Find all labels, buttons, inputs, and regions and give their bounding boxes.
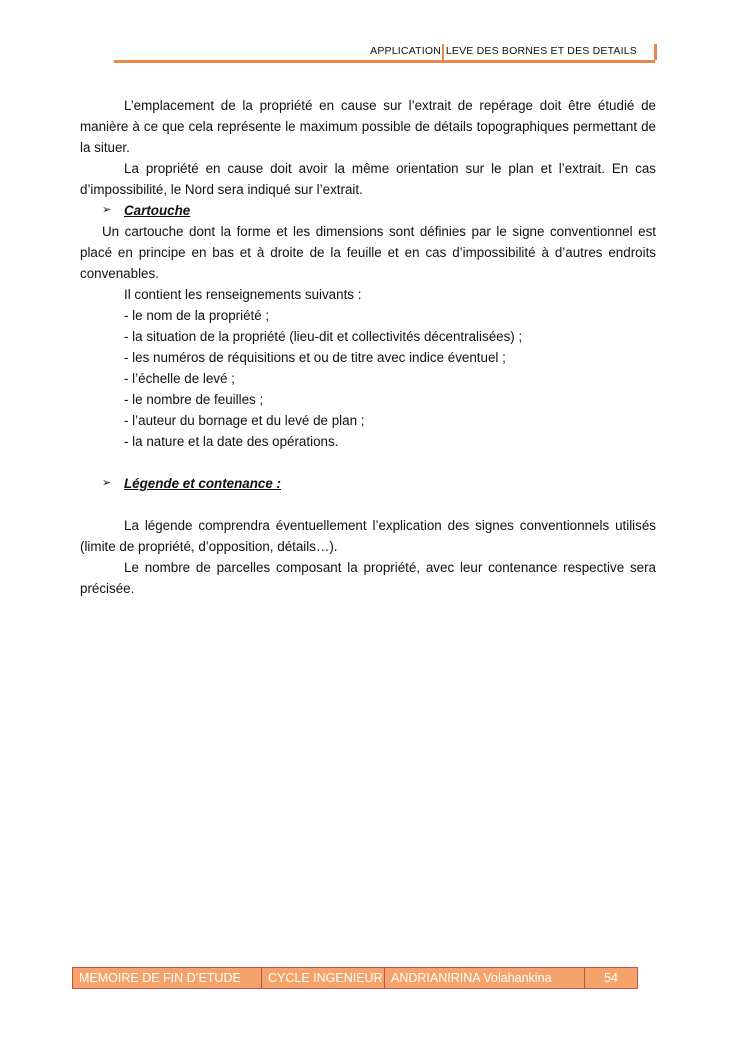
- paragraph-emplacement: L’emplacement de la propriété en cause sur l’extrait de repérage doit être étudié de manière à ce que cela représente le maximum possible de détails topographiques permettant de la situer.: [80, 98, 656, 155]
- header-end-bar: [654, 44, 657, 60]
- list-item: - l’échelle de levé ;: [124, 371, 235, 386]
- header-separator: [442, 44, 444, 60]
- arrow-bullet-icon: ➢: [102, 477, 112, 489]
- section-cartouche-heading: [80, 200, 656, 221]
- page-header: [114, 44, 655, 63]
- paragraph-orientation: La propriété en cause doit avoir la même orientation sur le plan et l’extrait. En cas d’impossibilité, le Nord sera indiqué sur l’extrait.: [80, 161, 656, 197]
- paragraph-cartouche: Un cartouche dont la forme et les dimensions sont définies par le signe conventionnel est placé en principe en bas et à droite de la feuille et en cas d’impossibilité à d’autres endroits convenables.: [80, 224, 656, 281]
- footer-page-number: 54: [604, 971, 618, 985]
- paragraph-contenance: Le nombre de parcelles composant la propriété, avec leur contenance respective sera précisée.: [80, 560, 656, 596]
- section-cartouche-title: Cartouche: [124, 203, 191, 218]
- footer-memoire: MEMOIRE DE FIN D’ETUDE: [73, 968, 262, 988]
- spacer: [80, 452, 656, 473]
- list-item: - l’auteur du bornage et du levé de plan ;: [124, 413, 365, 428]
- section-legende-heading: [80, 473, 656, 494]
- header-chapter: APPLICATION: [370, 45, 441, 57]
- paragraph-legende: La légende comprendra éventuellement l’explication des signes conventionnels utilisés (limite de propriété, d’opposition, détails…).: [80, 518, 656, 554]
- page-footer: [72, 967, 638, 989]
- list-item: - la nature et la date des opérations.: [124, 434, 339, 449]
- footer-author: ANDRIANIRINA Volahankina: [385, 968, 585, 988]
- list-item: - le nom de la propriété ;: [124, 308, 270, 323]
- footer-cycle: CYCLE INGENIEUR: [262, 968, 385, 988]
- list-item: - la situation de la propriété (lieu-dit et collectivités décentralisées) ;: [124, 329, 523, 344]
- list-item: - les numéros de réquisitions et ou de titre avec indice éventuel ;: [124, 350, 506, 365]
- list-item: - le nombre de feuilles ;: [124, 392, 264, 407]
- spacer: [80, 494, 656, 515]
- header-section: LEVE DES BORNES ET DES DETAILS: [445, 45, 637, 57]
- page-body: [80, 95, 656, 599]
- section-legende-title: Légende et contenance :: [124, 476, 281, 491]
- arrow-bullet-icon: ➢: [102, 204, 112, 216]
- list-intro: Il contient les renseignements suivants :: [124, 287, 362, 302]
